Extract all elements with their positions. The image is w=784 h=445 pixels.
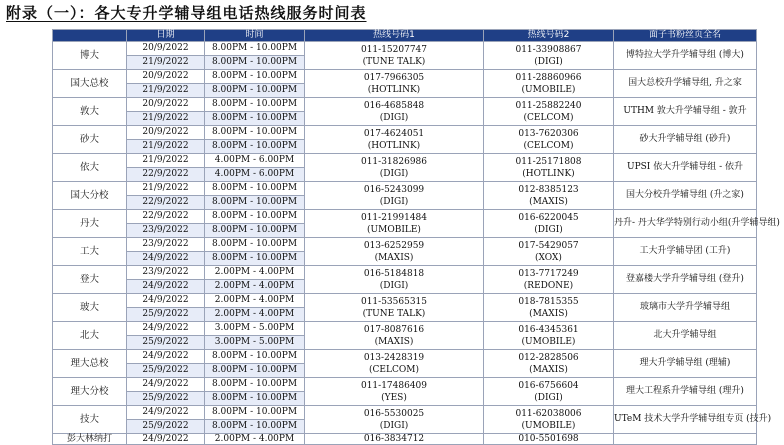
date-cell: 25/9/2022 (127, 392, 205, 406)
university-cell: 砂大 (53, 126, 127, 154)
hotline-carrier: (TUNE TALK) (362, 308, 426, 319)
hotline-2-cell (484, 126, 614, 154)
hotline-number: 012-8385123 (518, 184, 579, 195)
hotline-carrier: (HOTLINK) (522, 168, 575, 179)
time-cell: 3.00PM - 5.00PM (205, 322, 305, 336)
header-time: 时间 (205, 30, 305, 42)
hotline-carrier: (UMOBILE) (521, 420, 576, 431)
hotline-carrier: (MAXIS) (529, 196, 568, 207)
hotline-carrier: (MAXIS) (529, 364, 568, 375)
hotline-carrier: (TUNE TALK) (362, 56, 426, 67)
facebook-page-cell: UTeM 技术大学升学辅导组专页 (技升) (614, 406, 757, 434)
hotline-number: 011-17486409 (360, 380, 428, 391)
hotline-number: 017-5429057 (518, 240, 579, 251)
time-cell: 8.00PM - 10.00PM (205, 406, 305, 420)
facebook-page-cell: 工大升学辅导团 (工升) (614, 238, 757, 266)
time-cell: 8.00PM - 10.00PM (205, 42, 305, 56)
date-cell: 21/9/2022 (127, 140, 205, 154)
hotline-number: 011-31826986 (360, 156, 428, 167)
table-row (53, 322, 757, 336)
date-cell: 25/9/2022 (127, 308, 205, 322)
facebook-page-cell: UTHM 敦大升学辅导组 - 敦升 (614, 98, 757, 126)
time-cell: 8.00PM - 10.00PM (205, 70, 305, 84)
university-cell: 丹大 (53, 210, 127, 238)
date-cell: 21/9/2022 (127, 182, 205, 196)
hotline-carrier: (DIGI) (379, 168, 409, 179)
hotline-number: 016-6756604 (518, 380, 579, 391)
hotline-carrier: (CELCOM) (523, 112, 574, 123)
hotline-number: 011-15207747 (360, 44, 428, 55)
hotline-1-cell (305, 126, 484, 154)
time-cell: 2.00PM - 4.00PM (205, 434, 305, 445)
hotline-carrier: (DIGI) (379, 196, 409, 207)
date-cell: 24/9/2022 (127, 252, 205, 266)
document-heading: 附录（一）：各大专升学辅导组电话热线服务时间表 (6, 4, 367, 22)
hotline-number: 016-5243099 (363, 184, 425, 195)
hotline-1-cell (305, 154, 484, 182)
hotline-carrier: (DIGI) (379, 112, 409, 123)
date-cell: 22/9/2022 (127, 210, 205, 224)
hotline-number: 016-4345361 (518, 324, 579, 335)
hotline-2-cell (484, 42, 614, 70)
time-cell: 3.00PM - 5.00PM (205, 336, 305, 350)
date-cell: 21/9/2022 (127, 154, 205, 168)
table-row (53, 182, 757, 196)
date-cell: 22/9/2022 (127, 168, 205, 182)
facebook-page-cell: 理大升学辅导组 (理辅) (614, 350, 757, 378)
date-cell: 23/9/2022 (127, 238, 205, 252)
hotline-number: 011-33908867 (515, 44, 582, 55)
date-cell: 20/9/2022 (127, 98, 205, 112)
time-cell: 8.00PM - 10.00PM (205, 392, 305, 406)
time-cell: 8.00PM - 10.00PM (205, 364, 305, 378)
table-row (53, 350, 757, 364)
time-cell: 8.00PM - 10.00PM (205, 238, 305, 252)
facebook-page-cell: 砂大升学辅导组 (砂升) (614, 126, 757, 154)
table-row (53, 378, 757, 392)
time-cell: 8.00PM - 10.00PM (205, 140, 305, 154)
hotline-number: 017-4624051 (363, 128, 425, 139)
table-row-partial (53, 434, 757, 445)
time-cell: 8.00PM - 10.00PM (205, 420, 305, 434)
hotline-carrier: (CELCOM) (369, 364, 419, 375)
hotline-number: 011-53565315 (360, 296, 428, 307)
hotline-2-cell (484, 378, 614, 406)
hotline-number: 012-2828506 (518, 352, 579, 363)
date-cell: 23/9/2022 (127, 224, 205, 238)
time-cell: 8.00PM - 10.00PM (205, 224, 305, 238)
university-cell: 理大分校 (53, 378, 127, 406)
hotline-carrier: (UMOBILE) (521, 336, 576, 347)
time-cell: 8.00PM - 10.00PM (205, 84, 305, 98)
university-cell: 技大 (53, 406, 127, 434)
date-cell: 25/9/2022 (127, 336, 205, 350)
hotline-carrier: (XOX) (535, 252, 562, 263)
time-cell: 8.00PM - 10.00PM (205, 252, 305, 266)
hotline-number: 016-6220045 (518, 212, 579, 223)
facebook-page-cell: 北大升学辅导组 (614, 322, 757, 350)
date-cell: 24/9/2022 (127, 294, 205, 308)
hotline-1-cell (305, 406, 484, 434)
facebook-page-cell: 玻璃市大学升学辅导组 (614, 294, 757, 322)
facebook-page-cell: 国大总校升学辅导组, 升之家 (614, 70, 757, 98)
table-row (53, 406, 757, 420)
hotline-number: 016-4685848 (363, 100, 425, 111)
hotline-carrier: (REDONE) (523, 280, 574, 291)
time-cell: 8.00PM - 10.00PM (205, 350, 305, 364)
facebook-page-cell: 博特拉大学升学辅导组 (博大) (614, 42, 757, 70)
time-cell: 4.00PM - 6.00PM (205, 168, 305, 182)
hotline-1-cell (305, 42, 484, 70)
hotline-2-cell (484, 350, 614, 378)
hotline-number: 016-5184818 (363, 268, 425, 279)
date-cell: 21/9/2022 (127, 84, 205, 98)
hotline-2-cell (484, 238, 614, 266)
hotline-2-cell (484, 210, 614, 238)
university-cell: 玻大 (53, 294, 127, 322)
time-cell: 2.00PM - 4.00PM (205, 294, 305, 308)
hotline-number: 018-7815355 (518, 296, 579, 307)
hotline-carrier: (DIGI) (379, 420, 409, 431)
hotline-carrier: (MAXIS) (374, 336, 414, 347)
university-cell: 登大 (53, 266, 127, 294)
header-facebook-page: 面子书粉丝页全名 (614, 30, 757, 42)
university-cell: 彭大林纳打 (53, 434, 127, 445)
date-cell: 24/9/2022 (127, 406, 205, 420)
hotline-carrier: (CELCOM) (523, 140, 574, 151)
university-cell: 工大 (53, 238, 127, 266)
university-cell: 国大总校 (53, 70, 127, 98)
university-cell: 理大总校 (53, 350, 127, 378)
university-cell: 国大分校 (53, 182, 127, 210)
facebook-page-cell: 登嘉楼大学升学辅导组 (登升) (614, 266, 757, 294)
date-cell: 20/9/2022 (127, 70, 205, 84)
date-cell: 25/9/2022 (127, 420, 205, 434)
time-cell: 8.00PM - 10.00PM (205, 182, 305, 196)
hotline-2-cell (484, 154, 614, 182)
time-cell: 8.00PM - 10.00PM (205, 112, 305, 126)
hotline-2-cell (484, 182, 614, 210)
hotline-1-cell (305, 210, 484, 238)
date-cell: 20/9/2022 (127, 42, 205, 56)
date-cell: 24/9/2022 (127, 434, 205, 445)
hotline-number: 011-21991484 (360, 212, 428, 223)
table-row (53, 266, 757, 280)
time-cell: 8.00PM - 10.00PM (205, 56, 305, 70)
date-cell: 20/9/2022 (127, 126, 205, 140)
hotline-number: 011-62038006 (515, 408, 582, 419)
date-cell: 24/9/2022 (127, 350, 205, 364)
hotline-schedule-table (52, 29, 780, 445)
hotline-2-cell (484, 406, 614, 434)
hotline-carrier: (HOTLINK) (367, 84, 421, 95)
time-cell: 2.00PM - 4.00PM (205, 266, 305, 280)
hotline-carrier: (YES) (381, 392, 407, 403)
time-cell: 8.00PM - 10.00PM (205, 196, 305, 210)
time-cell: 2.00PM - 4.00PM (205, 308, 305, 322)
table-row (53, 126, 757, 140)
hotline-1-cell (305, 294, 484, 322)
table-row (53, 70, 757, 84)
hotline-number: 011-25882240 (515, 100, 582, 111)
date-cell: 23/9/2022 (127, 266, 205, 280)
hotline-carrier: (MAXIS) (529, 308, 568, 319)
hotline-carrier: (MAXIS) (374, 252, 414, 263)
table-row (53, 42, 757, 56)
time-cell: 8.00PM - 10.00PM (205, 210, 305, 224)
table-header-row (53, 30, 757, 42)
date-cell: 24/9/2022 (127, 280, 205, 294)
date-cell: 24/9/2022 (127, 322, 205, 336)
facebook-page-cell: UPSI 依大升学辅导组 - 依升 (614, 154, 757, 182)
hotline-carrier: (UMOBILE) (367, 224, 421, 235)
hotline-number: 017-8087616 (363, 324, 425, 335)
date-cell: 25/9/2022 (127, 364, 205, 378)
hotline-number: 013-2428319 (363, 352, 425, 363)
facebook-page-cell: 理大工程系升学辅导组 (理升) (614, 378, 757, 406)
time-cell: 4.00PM - 6.00PM (205, 154, 305, 168)
hotline-1-cell (305, 70, 484, 98)
hotline-number: 013-6252959 (363, 240, 425, 251)
hotline-number: 011-28860966 (515, 72, 582, 83)
hotline-2-cell: 010-5501698 (484, 434, 614, 445)
hotline-1-cell (305, 350, 484, 378)
hotline-2-cell (484, 322, 614, 350)
university-cell: 博大 (53, 42, 127, 70)
time-cell: 8.00PM - 10.00PM (205, 126, 305, 140)
date-cell: 21/9/2022 (127, 112, 205, 126)
hotline-2-cell (484, 70, 614, 98)
hotline-carrier: (DIGI) (379, 280, 409, 291)
time-cell: 2.00PM - 4.00PM (205, 280, 305, 294)
hotline-1-cell: 016-3834712 (305, 434, 484, 445)
hotline-1-cell (305, 266, 484, 294)
header-hotline-1: 热线号码1 (305, 30, 484, 42)
hotline-carrier: (HOTLINK) (367, 140, 421, 151)
hotline-number: 013-7620306 (518, 128, 579, 139)
facebook-page-cell (614, 434, 757, 445)
hotline-number: 011-25171808 (515, 156, 582, 167)
hotline-1-cell (305, 182, 484, 210)
table-row (53, 294, 757, 308)
hotline-carrier: (DIGI) (534, 56, 563, 67)
date-cell: 24/9/2022 (127, 378, 205, 392)
hotline-carrier: (DIGI) (534, 392, 563, 403)
hotline-carrier: (DIGI) (534, 224, 563, 235)
university-cell: 北大 (53, 322, 127, 350)
hotline-number: 013-7717249 (518, 268, 579, 279)
hotline-number: 017-7966305 (363, 72, 425, 83)
university-cell: 敦大 (53, 98, 127, 126)
header-hotline-2: 热线号码2 (484, 30, 614, 42)
date-cell: 22/9/2022 (127, 196, 205, 210)
table-row (53, 98, 757, 112)
header-university (53, 30, 127, 42)
facebook-page-cell: 丹升- 丹大华学特别行动小组(升学辅导组) (614, 210, 757, 238)
header-date: 日期 (127, 30, 205, 42)
hotline-1-cell (305, 378, 484, 406)
time-cell: 8.00PM - 10.00PM (205, 378, 305, 392)
hotline-2-cell (484, 294, 614, 322)
hotline-1-cell (305, 98, 484, 126)
table-row (53, 238, 757, 252)
date-cell: 21/9/2022 (127, 56, 205, 70)
hotline-number: 016-5530025 (363, 408, 425, 419)
table-row (53, 154, 757, 168)
university-cell: 依大 (53, 154, 127, 182)
hotline-carrier: (UMOBILE) (521, 84, 576, 95)
hotline-2-cell (484, 266, 614, 294)
table-row (53, 210, 757, 224)
hotline-1-cell (305, 238, 484, 266)
hotline-2-cell (484, 98, 614, 126)
hotline-1-cell (305, 322, 484, 350)
facebook-page-cell: 国大分校升学辅导组 (升之家) (614, 182, 757, 210)
time-cell: 8.00PM - 10.00PM (205, 98, 305, 112)
